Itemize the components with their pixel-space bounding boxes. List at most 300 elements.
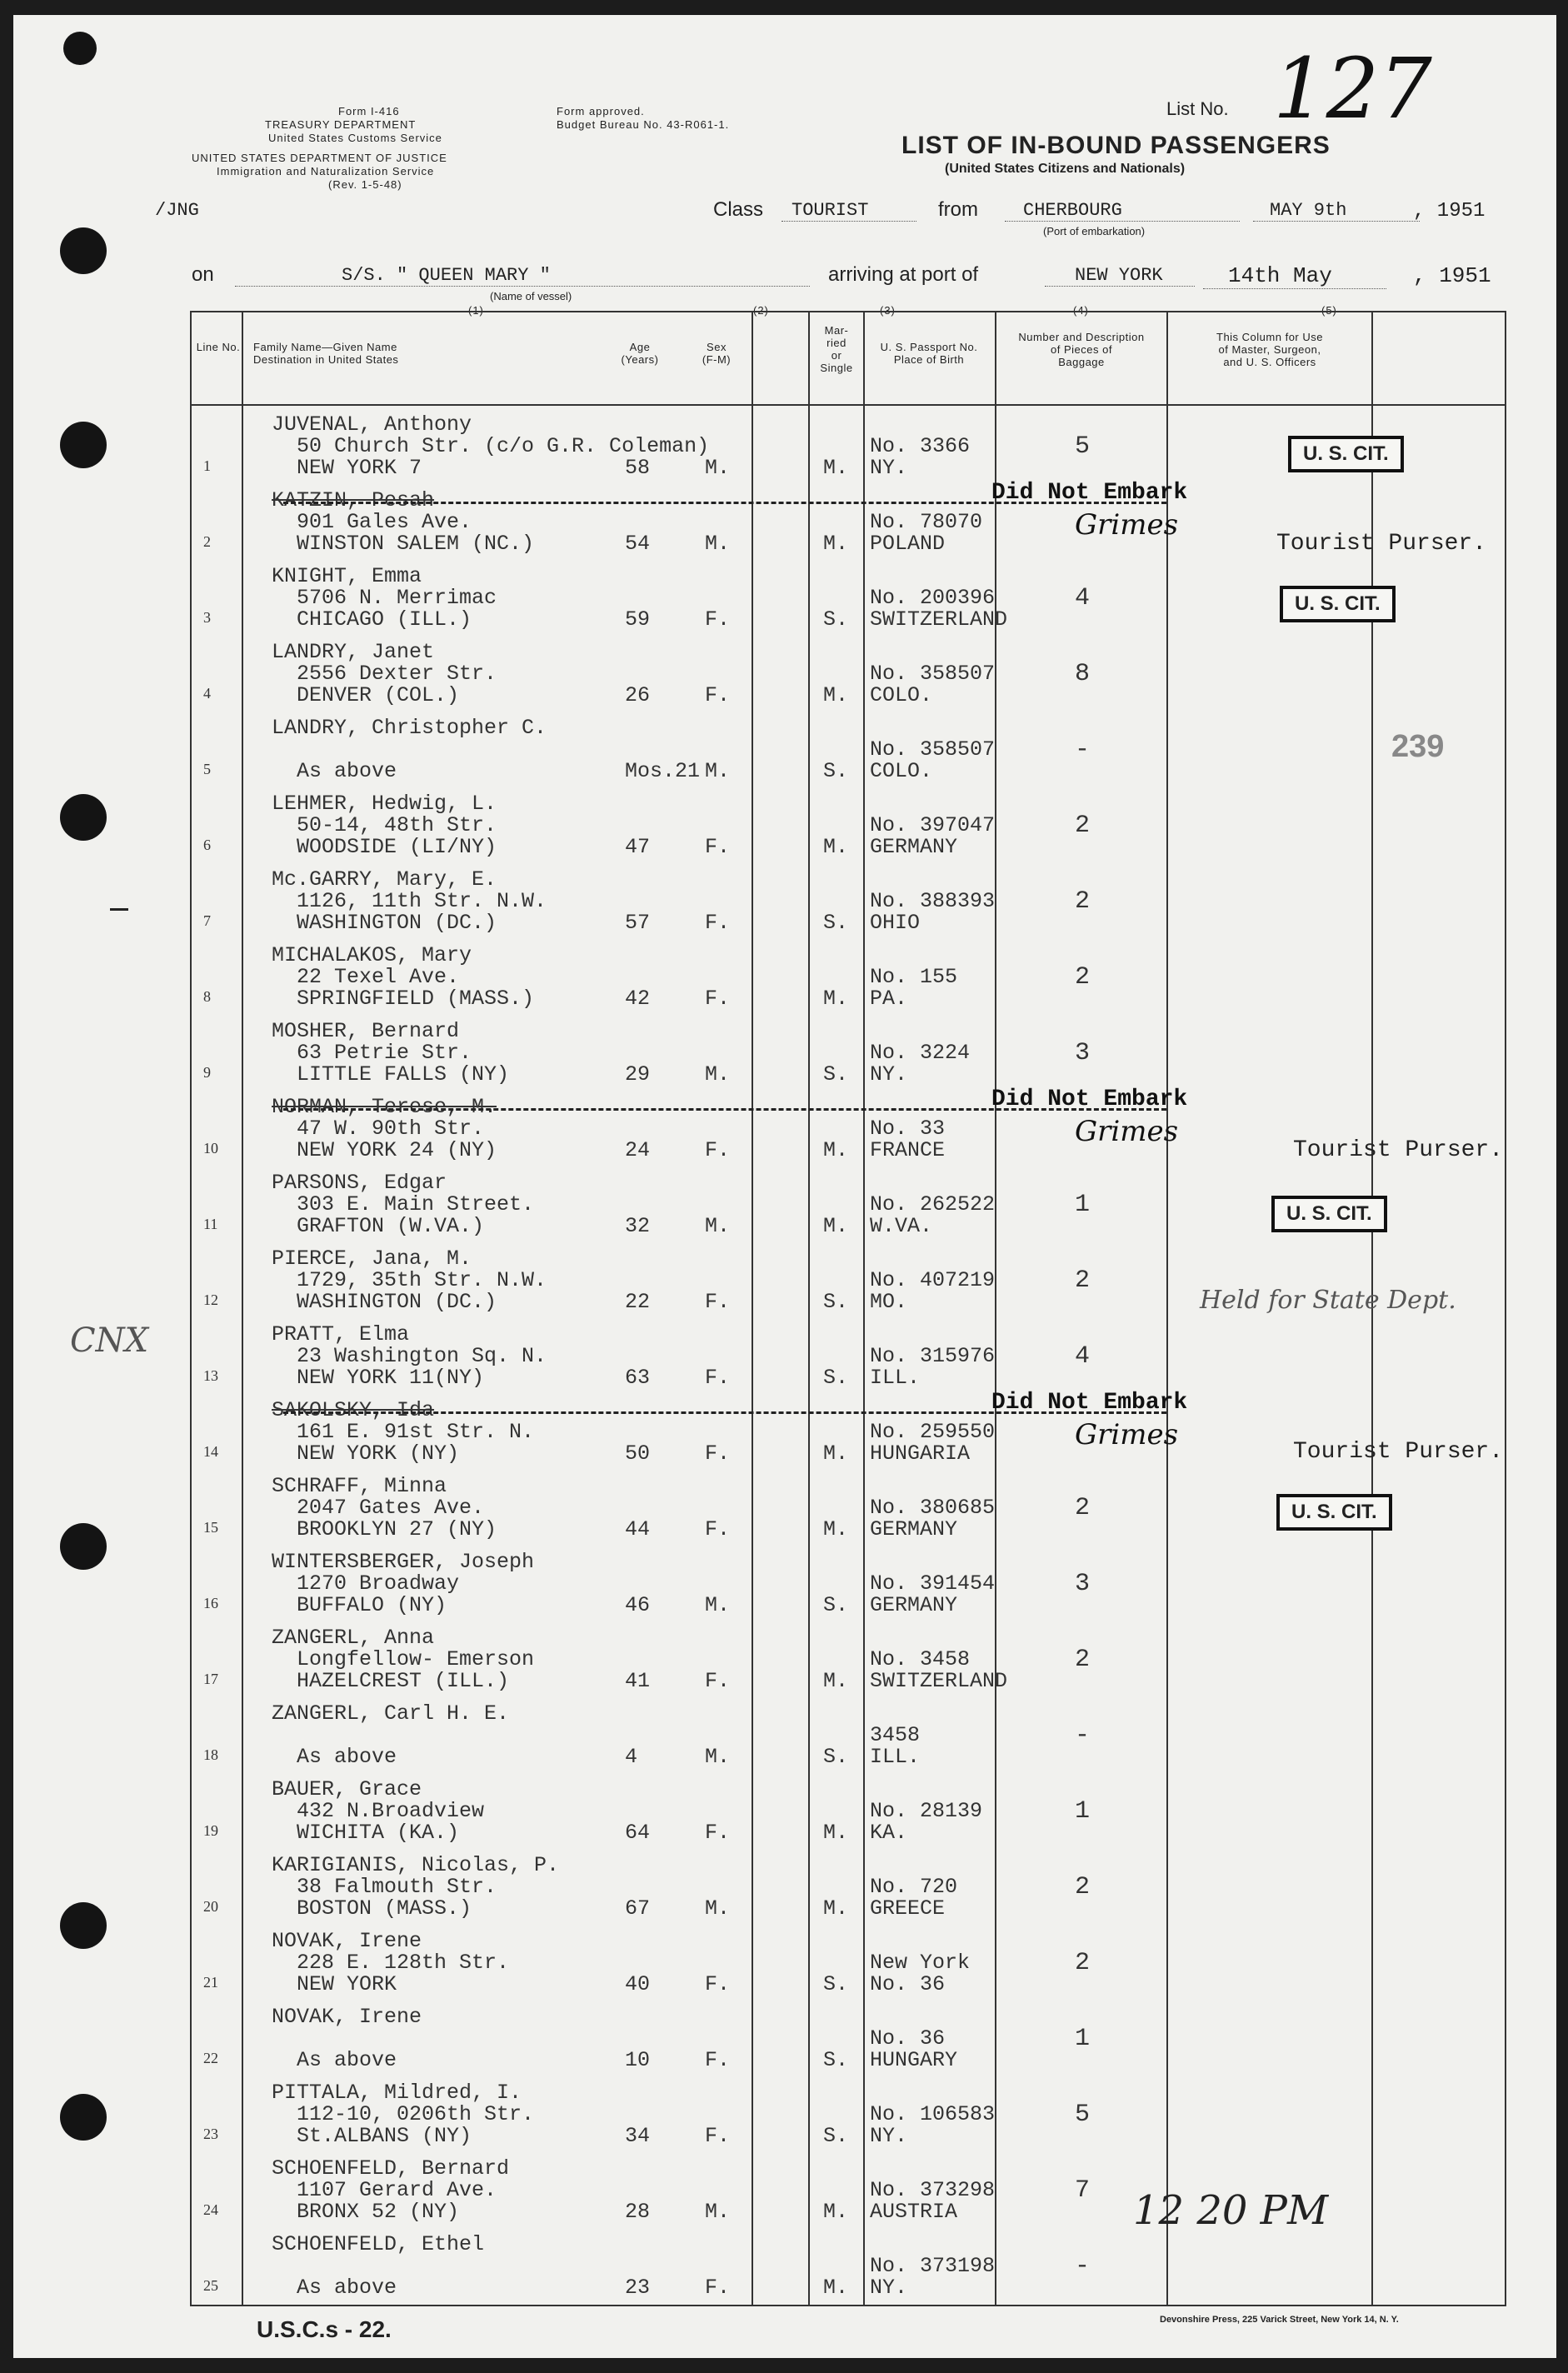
sex: F. <box>705 1366 731 1390</box>
passenger-table <box>190 311 1506 2306</box>
punch-hole <box>60 794 107 841</box>
age: 58 <box>625 456 651 480</box>
passenger-name: PRATT, Elma <box>272 1322 410 1346</box>
sex: F. <box>705 1290 731 1314</box>
sex: F. <box>705 1669 731 1693</box>
address-line: 50 Church Str. (c/o G.R. Coleman) <box>297 434 710 458</box>
passenger-name: SCHOENFELD, Ethel <box>272 2232 485 2256</box>
footer-code: U.S.C.s - 22. <box>257 2316 392 2342</box>
line-number: 1 <box>203 457 211 474</box>
departure-date: MAY 9th <box>1253 200 1420 222</box>
header-age: Age (Years) <box>621 341 659 366</box>
baggage-count: 2 <box>1075 887 1091 916</box>
col-number-3: (3) <box>880 304 896 317</box>
passport-number: No. 28139 <box>870 1799 983 1823</box>
place-of-birth: NY. <box>870 1062 908 1087</box>
passenger-name: ZANGERL, Anna <box>272 1626 435 1650</box>
place-of-birth: SWITZERLAND <box>870 1669 1008 1693</box>
vessel-note: (Name of vessel) <box>490 290 572 302</box>
passport-number: No. 373298 <box>870 2178 996 2202</box>
address-line: 432 N.Broadview <box>297 1799 485 1823</box>
sex: F. <box>705 987 731 1011</box>
destination: WINSTON SALEM (NC.) <box>297 532 535 556</box>
passenger-name: LEHMER, Hedwig, L. <box>272 792 497 816</box>
passenger-name: WINTERSBERGER, Joseph <box>272 1550 535 1574</box>
passenger-name: MOSHER, Bernard <box>272 1019 460 1043</box>
header-married: Mar- ried or Single <box>820 324 853 374</box>
age: 26 <box>625 683 651 707</box>
marital-status: S. <box>823 1745 849 1769</box>
marital-status: M. <box>823 2200 849 2224</box>
baggage-count: 8 <box>1075 660 1091 688</box>
baggage-count: 2 <box>1075 1494 1091 1522</box>
passport-number: No. 262522 <box>870 1192 996 1216</box>
line-number: 21 <box>203 1974 218 1991</box>
marital-status: M. <box>823 1517 849 1541</box>
destination: NEW YORK <box>297 1972 397 1996</box>
sex: M. <box>705 1214 731 1238</box>
marital-status: S. <box>823 1593 849 1617</box>
table-row <box>192 1996 1508 2072</box>
place-of-birth: W.VA. <box>870 1214 933 1238</box>
age: 46 <box>625 1593 651 1617</box>
age: 54 <box>625 532 651 556</box>
place-of-birth: PA. <box>870 987 908 1011</box>
list-no-label: List No. <box>1166 98 1229 119</box>
header-line-no: Line No. <box>196 341 241 353</box>
passenger-name: SCHRAFF, Minna <box>272 1474 447 1498</box>
passport-number: No. 3366 <box>870 434 971 458</box>
marital-status: S. <box>823 911 849 935</box>
punch-hole <box>60 422 107 468</box>
marital-status: M. <box>823 1669 849 1693</box>
age: 67 <box>625 1896 651 1921</box>
line-number: 14 <box>203 1443 218 1460</box>
tourist-purser-note: Tourist Purser. <box>1276 531 1487 557</box>
passenger-name: PITTALA, Mildred, I. <box>272 2081 522 2105</box>
destination: BOSTON (MASS.) <box>297 1896 472 1921</box>
corner-time: 12 20 PM <box>1133 2187 1329 2234</box>
address-line: Longfellow- Emerson <box>297 1647 535 1671</box>
sex: F. <box>705 1517 731 1541</box>
age: 4 <box>625 1745 638 1769</box>
line-number: 11 <box>203 1216 218 1232</box>
sex: F. <box>705 835 731 859</box>
age: 28 <box>625 2200 651 2224</box>
passenger-name: LANDRY, Janet <box>272 640 435 664</box>
passport-number: New York <box>870 1951 971 1975</box>
marital-status: M. <box>823 1441 849 1466</box>
passport-number: No. 3458 <box>870 1647 971 1671</box>
age: 50 <box>625 1441 651 1466</box>
table-row <box>192 1693 1508 1769</box>
marital-status: S. <box>823 1366 849 1390</box>
baggage-count: 1 <box>1075 1191 1091 1219</box>
passport-number: No. 33 <box>870 1117 946 1141</box>
sex: F. <box>705 2124 731 2148</box>
passport-number: No. 391454 <box>870 1571 996 1596</box>
destination: NEW YORK 7 <box>297 456 422 480</box>
address-line: 1270 Broadway <box>297 1571 460 1596</box>
marital-status: M. <box>823 987 849 1011</box>
line-number: 5 <box>203 761 211 777</box>
table-row <box>192 1011 1508 1087</box>
header-name: Family Name—Given Name Destination in United States <box>253 341 399 366</box>
marital-status: M. <box>823 456 849 480</box>
passport-number: No. 388393 <box>870 889 996 913</box>
place-of-birth: MO. <box>870 1290 908 1314</box>
destination: WASHINGTON (DC.) <box>297 911 497 935</box>
marital-status: S. <box>823 1062 849 1087</box>
passport-number: No. 358507 <box>870 662 996 686</box>
sex: F. <box>705 1821 731 1845</box>
age: 34 <box>625 2124 651 2148</box>
place-of-birth: HUNGARIA <box>870 1441 971 1466</box>
punch-hole <box>60 1523 107 1570</box>
table-row <box>192 1541 1508 1617</box>
destination: WASHINGTON (DC.) <box>297 1290 497 1314</box>
marital-status: M. <box>823 532 849 556</box>
passenger-name: PIERCE, Jana, M. <box>272 1246 472 1271</box>
clerk-initials: /JNG <box>155 200 199 221</box>
form-number: Form I-416 <box>338 105 400 117</box>
line-number: 6 <box>203 837 211 853</box>
marital-status: M. <box>823 1896 849 1921</box>
address-line: 5706 N. Merrimac <box>297 586 497 610</box>
destination: As above <box>297 1745 397 1769</box>
destination: NEW YORK 24 (NY) <box>297 1138 497 1162</box>
line-number: 15 <box>203 1519 218 1536</box>
address-line: 38 Falmouth Str. <box>297 1875 497 1899</box>
baggage-count: - <box>1075 1721 1091 1750</box>
marital-status: S. <box>823 759 849 783</box>
line-number: 9 <box>203 1064 211 1081</box>
sex: F. <box>705 1441 731 1466</box>
address-line: 23 Washington Sq. N. <box>297 1344 547 1368</box>
table-row <box>192 935 1508 1011</box>
passport-number: No. 155 <box>870 965 958 989</box>
destination: As above <box>297 759 397 783</box>
table-row <box>192 707 1508 783</box>
destination: BRONX 52 (NY) <box>297 2200 460 2224</box>
line-number: 13 <box>203 1367 218 1384</box>
port-of-arrival: NEW YORK <box>1045 265 1195 287</box>
port-of-embarkation: CHERBOURG <box>1005 200 1240 222</box>
passport-number: No. 720 <box>870 1875 958 1899</box>
passport-number: No. 106583 <box>870 2102 996 2126</box>
page-title: LIST OF IN-BOUND PASSENGERS <box>901 132 1331 159</box>
destination: As above <box>297 2276 397 2300</box>
marital-status: S. <box>823 1290 849 1314</box>
age: 22 <box>625 1290 651 1314</box>
printer-credit: Devonshire Press, 225 Varick Street, New York 14, N. Y. <box>1160 2315 1399 2325</box>
baggage-count: 1 <box>1075 2025 1091 2053</box>
address-line: 22 Texel Ave. <box>297 965 460 989</box>
passenger-name: PARSONS, Edgar <box>272 1171 447 1195</box>
passenger-name: NOVAK, Irene <box>272 2005 422 2029</box>
line-number: 22 <box>203 2050 218 2066</box>
passenger-name: KATZIN, Pesah <box>272 488 435 512</box>
sex: F. <box>705 683 731 707</box>
passport-number: No. 3224 <box>870 1041 971 1065</box>
line-number: 3 <box>203 609 211 626</box>
passenger-name: ZANGERL, Carl H. E. <box>272 1701 510 1726</box>
col-number-5: (5) <box>1321 304 1337 317</box>
line-number: 24 <box>203 2201 218 2218</box>
officer-signature: Grimes <box>1075 508 1179 542</box>
sex: F. <box>705 1138 731 1162</box>
margin-note: CNX <box>70 1321 149 1360</box>
place-of-birth: NY. <box>870 2124 908 2148</box>
table-row <box>192 783 1508 859</box>
baggage-count: 2 <box>1075 812 1091 840</box>
class-label: Class <box>713 198 764 221</box>
sex: M. <box>705 1593 731 1617</box>
marital-status: M. <box>823 1821 849 1845</box>
baggage-count: 5 <box>1075 2101 1091 2129</box>
line-number: 17 <box>203 1671 218 1687</box>
list-number: 127 <box>1273 40 1432 137</box>
table-row <box>192 632 1508 707</box>
budget-bureau: Budget Bureau No. 43-R061-1. <box>557 118 730 131</box>
address-line: 303 E. Main Street. <box>297 1192 535 1216</box>
line-number: 25 <box>203 2277 218 2294</box>
baggage-count: - <box>1075 736 1091 764</box>
marital-status: M. <box>823 683 849 707</box>
marital-status: S. <box>823 2048 849 2072</box>
baggage-count: 4 <box>1075 1342 1091 1371</box>
passenger-name: LANDRY, Christopher C. <box>272 716 547 740</box>
place-of-birth: GERMANY <box>870 1593 958 1617</box>
line-number: 20 <box>203 1898 218 1915</box>
margin-dash <box>110 908 128 911</box>
passport-number: No. 259550 <box>870 1420 996 1444</box>
us-citizen-stamp: U. S. CIT. <box>1280 586 1396 622</box>
on-label: on <box>192 263 214 286</box>
age: 64 <box>625 1821 651 1845</box>
marital-status: M. <box>823 2276 849 2300</box>
passenger-name: KNIGHT, Emma <box>272 564 422 588</box>
address-line: 1729, 35th Str. N.W. <box>297 1268 547 1292</box>
line-number: 4 <box>203 685 211 702</box>
address-line: 1107 Gerard Ave. <box>297 2178 497 2202</box>
customs-service: United States Customs Service <box>268 132 442 144</box>
passenger-name: MICHALAKOS, Mary <box>272 943 472 967</box>
line-number: 23 <box>203 2126 218 2142</box>
us-citizen-stamp: U. S. CIT. <box>1276 1494 1392 1531</box>
stamp-number: 239 <box>1391 729 1445 764</box>
age: Mos.21 <box>625 759 701 783</box>
age: 29 <box>625 1062 651 1087</box>
passport-number: No. 407219 <box>870 1268 996 1292</box>
ins-service: Immigration and Naturalization Service <box>217 165 435 177</box>
line-number: 8 <box>203 988 211 1005</box>
passenger-name: NORMAN, Terese, M. <box>272 1095 497 1119</box>
port-note: (Port of embarkation) <box>1043 225 1146 237</box>
baggage-count: 2 <box>1075 963 1091 992</box>
table-row <box>192 1617 1508 1693</box>
line-number: 19 <box>203 1822 218 1839</box>
punch-hole <box>63 32 97 65</box>
punch-hole <box>60 1902 107 1949</box>
line-number: 10 <box>203 1140 218 1157</box>
address-line: 901 Gales Ave. <box>297 510 472 534</box>
destination: SPRINGFIELD (MASS.) <box>297 987 535 1011</box>
destination: LITTLE FALLS (NY) <box>297 1062 510 1087</box>
passenger-name: NOVAK, Irene <box>272 1929 422 1953</box>
passport-number: No. 380685 <box>870 1496 996 1520</box>
marital-status: M. <box>823 1138 849 1162</box>
marital-status: S. <box>823 2124 849 2148</box>
passport-number: No. 397047 <box>870 813 996 837</box>
table-row <box>192 1921 1508 1996</box>
line-number: 18 <box>203 1746 218 1763</box>
place-of-birth: SWITZERLAND <box>870 607 1008 632</box>
address-line: 228 E. 128th Str. <box>297 1951 510 1975</box>
line-number: 16 <box>203 1595 218 1611</box>
passport-number: No. 373198 <box>870 2254 996 2278</box>
held-note: Held for State Dept. <box>1200 1286 1456 1315</box>
form-approved: Form approved. <box>557 105 645 117</box>
class-value: TOURIST <box>782 200 916 222</box>
us-citizen-stamp: U. S. CIT. <box>1288 436 1404 472</box>
address-line: 2047 Gates Ave. <box>297 1496 485 1520</box>
sex: F. <box>705 911 731 935</box>
passport-number: No. 200396 <box>870 586 996 610</box>
baggage-count: 3 <box>1075 1039 1091 1067</box>
passenger-name: BAUER, Grace <box>272 1777 422 1801</box>
age: 32 <box>625 1214 651 1238</box>
destination: HAZELCREST (ILL.) <box>297 1669 510 1693</box>
did-not-embark-note: Did Not Embark <box>991 480 1188 506</box>
header-passport: U. S. Passport No. Place of Birth <box>880 341 978 366</box>
marital-status: S. <box>823 1972 849 1996</box>
baggage-count: 1 <box>1075 1797 1091 1826</box>
passenger-name: KARIGIANIS, Nicolas, P. <box>272 1853 560 1877</box>
sex: F. <box>705 2276 731 2300</box>
marital-status: M. <box>823 835 849 859</box>
age: 47 <box>625 835 651 859</box>
baggage-count: 2 <box>1075 1266 1091 1295</box>
passenger-name: SAKOLSKY, Ida <box>272 1398 435 1422</box>
place-of-birth: GREECE <box>870 1896 946 1921</box>
destination: BUFFALO (NY) <box>297 1593 447 1617</box>
age: 41 <box>625 1669 651 1693</box>
destination: NEW YORK 11(NY) <box>297 1366 485 1390</box>
officer-signature: Grimes <box>1075 1418 1179 1451</box>
punch-hole <box>60 2094 107 2141</box>
form-revision: (Rev. 1-5-48) <box>328 178 402 191</box>
destination: CHICAGO (ILL.) <box>297 607 472 632</box>
place-of-birth: NY. <box>870 456 908 480</box>
departure-year: , 1951 <box>1413 200 1486 222</box>
address-line: 63 Petrie Str. <box>297 1041 472 1065</box>
place-of-birth: OHIO <box>870 911 921 935</box>
destination: WOODSIDE (LI/NY) <box>297 835 497 859</box>
place-of-birth: NY. <box>870 2276 908 2300</box>
destination: NEW YORK (NY) <box>297 1441 460 1466</box>
place-of-birth: No. 36 <box>870 1972 946 1996</box>
marital-status: S. <box>823 607 849 632</box>
header-sex: Sex (F-M) <box>702 341 732 366</box>
passport-number: No. 36 <box>870 2026 946 2051</box>
age: 42 <box>625 987 651 1011</box>
baggage-count: 2 <box>1075 1873 1091 1901</box>
passport-number: No. 358507 <box>870 737 996 762</box>
table-row <box>192 2072 1508 2148</box>
header-baggage: Number and Description of Pieces of Baggage <box>1018 331 1145 368</box>
sex: M. <box>705 532 731 556</box>
address-line: 2556 Dexter Str. <box>297 662 497 686</box>
place-of-birth: GERMANY <box>870 1517 958 1541</box>
address-line: 1126, 11th Str. N.W. <box>297 889 547 913</box>
sex: F. <box>705 1972 731 1996</box>
passenger-name: Mc.GARRY, Mary, E. <box>272 867 497 892</box>
baggage-count: - <box>1075 2252 1091 2281</box>
justice-dept: UNITED STATES DEPARTMENT OF JUSTICE <box>192 152 447 164</box>
arrival-date: 14th May <box>1203 263 1386 289</box>
sex: F. <box>705 2048 731 2072</box>
did-not-embark-note: Did Not Embark <box>991 1390 1188 1416</box>
arriving-label: arriving at port of <box>828 263 979 286</box>
sex: M. <box>705 1896 731 1921</box>
passport-number: No. 78070 <box>870 510 983 534</box>
address-line: 47 W. 90th Str. <box>297 1117 485 1141</box>
tourist-purser-note: Tourist Purser. <box>1293 1439 1504 1465</box>
table-row <box>192 1769 1508 1845</box>
baggage-count: 3 <box>1075 1570 1091 1598</box>
did-not-embark-note: Did Not Embark <box>991 1087 1188 1112</box>
destination: As above <box>297 2048 397 2072</box>
table-row <box>192 859 1508 935</box>
vessel-name: S/S. " QUEEN MARY " <box>235 265 810 287</box>
address-line: 112-10, 0206th Str. <box>297 2102 535 2126</box>
col-number-2: (2) <box>753 304 769 317</box>
passenger-name: JUVENAL, Anthony <box>272 412 472 437</box>
marital-status: M. <box>823 1214 849 1238</box>
officer-signature: Grimes <box>1075 1115 1179 1148</box>
table-row <box>192 2224 1508 2300</box>
page-subtitle: (United States Citizens and Nationals) <box>945 162 1186 176</box>
baggage-count: 2 <box>1075 1949 1091 1977</box>
header-officers: This Column for Use of Master, Surgeon, and U. S. Officers <box>1216 331 1323 368</box>
arrival-year: , 1951 <box>1413 263 1491 288</box>
age: 57 <box>625 911 651 935</box>
age: 44 <box>625 1517 651 1541</box>
place-of-birth: HUNGARY <box>870 2048 958 2072</box>
destination: WICHITA (KA.) <box>297 1821 460 1845</box>
from-label: from <box>938 198 978 221</box>
passenger-name: SCHOENFELD, Bernard <box>272 2156 510 2181</box>
table-row <box>192 1314 1508 1390</box>
destination: GRAFTON (W.VA.) <box>297 1214 485 1238</box>
line-number: 2 <box>203 533 211 550</box>
place-of-birth: GERMANY <box>870 835 958 859</box>
baggage-count: 5 <box>1075 432 1091 461</box>
place-of-birth: ILL. <box>870 1366 921 1390</box>
place-of-birth: POLAND <box>870 532 946 556</box>
line-number: 12 <box>203 1291 218 1308</box>
sex: M. <box>705 1062 731 1087</box>
place-of-birth: FRANCE <box>870 1138 946 1162</box>
col-number-4: (4) <box>1073 304 1089 317</box>
line-number: 7 <box>203 912 211 929</box>
sex: F. <box>705 607 731 632</box>
baggage-count: 7 <box>1075 2176 1091 2205</box>
age: 40 <box>625 1972 651 1996</box>
place-of-birth: COLO. <box>870 683 933 707</box>
sex: M. <box>705 759 731 783</box>
